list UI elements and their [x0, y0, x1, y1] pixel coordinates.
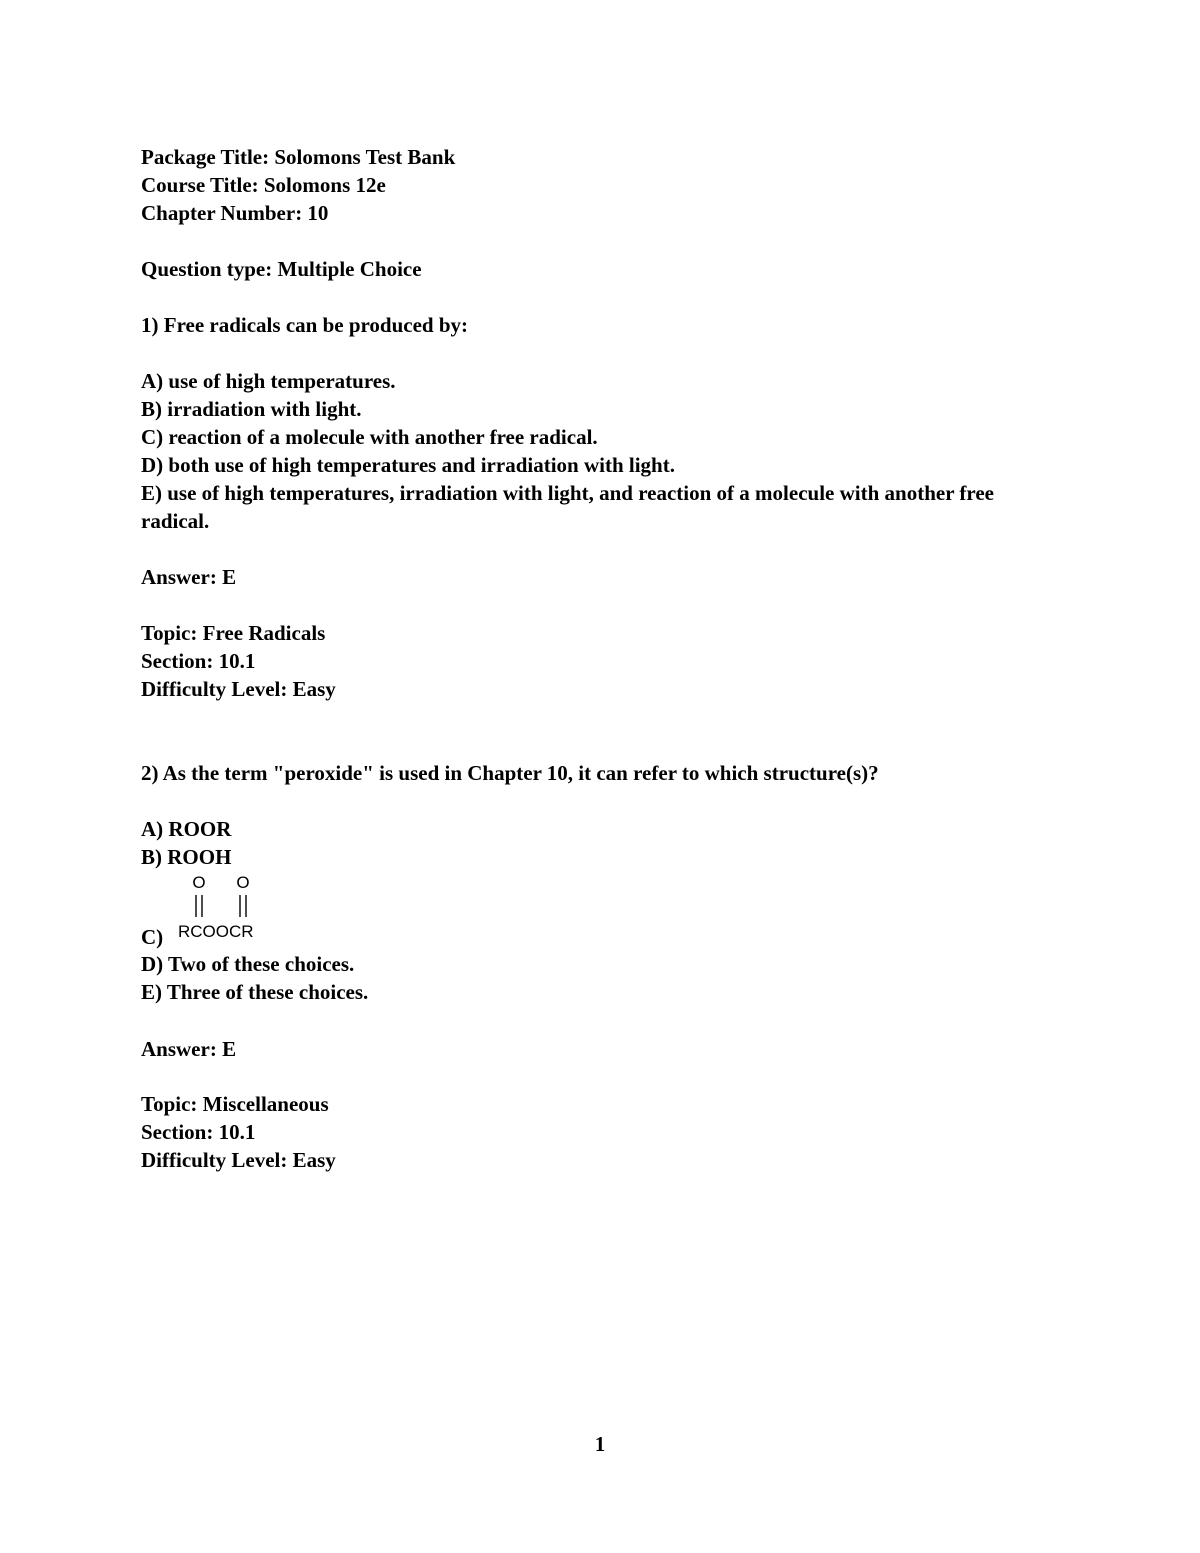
document-header — [141, 143, 1061, 227]
section-label: Section: 10.1 — [141, 649, 256, 673]
option-a: A) ROOR — [141, 817, 232, 841]
page-number: 1 — [594, 1432, 606, 1456]
question-prompt: 2) As the term "peroxide" is used in Chapter 10, it can refer to which structure(s)? — [141, 761, 879, 785]
question-1-answer — [141, 563, 1061, 591]
question-2-options-de — [141, 950, 1061, 1006]
question-prompt: 1) Free radicals can be produced by: — [141, 313, 469, 337]
answer-label: Answer: E — [141, 565, 237, 589]
question-1-prompt — [141, 311, 1061, 339]
option-e: E) Three of these choices. — [141, 980, 369, 1004]
option-b: B) irradiation with light. — [141, 397, 362, 421]
question-2-metadata — [141, 1090, 1061, 1174]
course-title: Course Title: Solomons 12e — [141, 173, 386, 197]
question-2-options-ab — [141, 815, 1061, 871]
option-c-structure-row — [141, 872, 441, 952]
question-2-prompt — [141, 759, 1061, 787]
option-c: C) reaction of a molecule with another free radical. — [141, 425, 598, 449]
answer-label: Answer: E — [141, 1037, 237, 1061]
question-type — [141, 255, 1061, 283]
difficulty-label: Difficulty Level: Easy — [141, 1148, 336, 1172]
topic-label: Topic: Free Radicals — [141, 621, 326, 645]
section-label: Section: 10.1 — [141, 1120, 256, 1144]
option-a: A) use of high temperatures. — [141, 369, 396, 393]
chapter-number: Chapter Number: 10 — [141, 201, 329, 225]
option-d: D) Two of these choices. — [141, 952, 355, 976]
question-1-options — [141, 367, 1046, 535]
carbonyl-oxygen-2: O — [236, 873, 250, 892]
question-type-label: Question type: Multiple Choice — [141, 257, 422, 281]
package-title: Package Title: Solomons Test Bank — [141, 145, 456, 169]
topic-label: Topic: Miscellaneous — [141, 1092, 329, 1116]
option-b: B) ROOH — [141, 845, 232, 869]
option-d: D) both use of high temperatures and irradiation with light. — [141, 453, 675, 477]
structure-formula: RCOOCR — [178, 922, 254, 941]
peroxide-structure-diagram — [175, 872, 305, 952]
option-c: C) — [141, 925, 164, 949]
difficulty-label: Difficulty Level: Easy — [141, 677, 336, 701]
peroxide-structure-svg — [175, 872, 305, 952]
carbonyl-oxygen-1: O — [192, 873, 206, 892]
question-2-answer — [141, 1035, 1061, 1063]
question-1-metadata — [141, 619, 1061, 703]
option-e: E) use of high temperatures, irradiation with light, and reaction of a molecule with another free radical. — [141, 481, 994, 533]
